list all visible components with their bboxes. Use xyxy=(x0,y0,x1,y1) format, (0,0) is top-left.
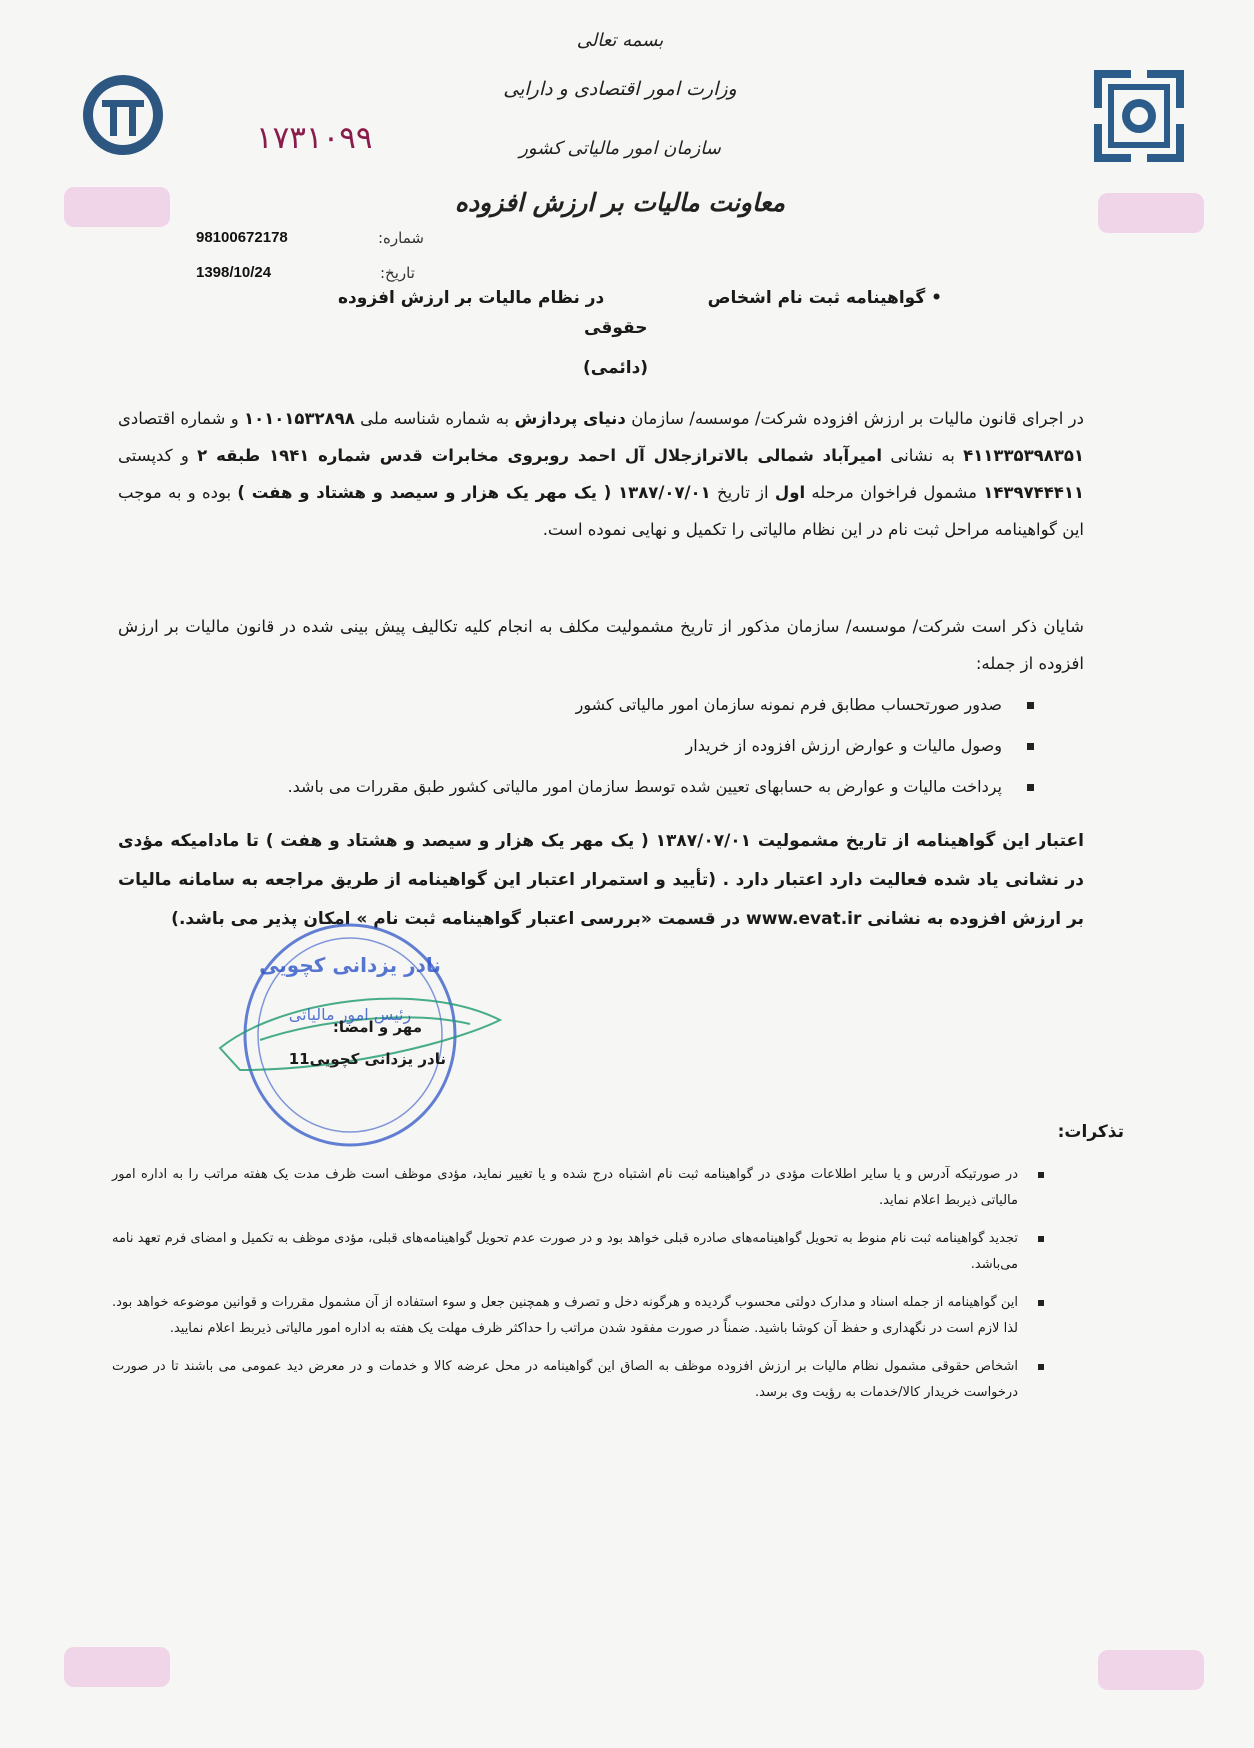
date-value: 1398/10/24 xyxy=(196,264,272,281)
list-item: وصول مالیات و عوارض ارزش افزوده از خریدار xyxy=(180,735,1040,776)
obligations-list xyxy=(180,694,1040,817)
number-value: 98100672178 xyxy=(196,229,288,246)
list-item: پرداخت مالیات و عوارض به حسابهای تعیین شده توسط سازمان امور مالیاتی کشور طبق مقررات می باشد. xyxy=(180,776,1040,817)
certificate-title-system: در نظام مالیات بر ارزش افزوده xyxy=(338,288,605,308)
list-item: صدور صورتحساب مطابق فرم نمونه سازمان امور مالیاتی کشور xyxy=(180,694,1040,735)
obligations-paragraph: شایان ذکر است شرکت/ موسسه/ سازمان مذکور از تاریخ مشمولیت مکلف به انجام کلیه تکالیف پیش بینی شده در قانون مالیات بر ارزش افزوده از جمله: xyxy=(118,617,1084,673)
notes-list xyxy=(112,1162,1048,1418)
bismillah: بسمه تعالی xyxy=(576,30,664,51)
stamp-title-text: رئیس امور مالیاتی xyxy=(288,1005,412,1024)
certificate-title: • گواهینامه ثبت نام اشخاص xyxy=(707,288,942,308)
national-id: ۱۰۱۰۱۵۳۲۸۹۸ xyxy=(244,409,355,428)
list-item: تجدید گواهینامه ثبت نام منوط به تحویل گواهینامه‌های صادره قبلی خواهد بود و در صورت عدم تحویل گواهینامه‌های قبلی، مؤدی موظف به تکمیل و امضای فرم تعهد نامه می‌باشد. xyxy=(112,1226,1048,1278)
pink-marker xyxy=(64,1647,170,1687)
ministry-name: وزارت امور اقتصادی و دارایی xyxy=(503,78,737,100)
stage: اول xyxy=(774,483,806,502)
signer-name: نادر یزدانی کچویی11 xyxy=(288,1050,446,1068)
economic-number: ۴۱۱۳۳۵۳۹۸۳۵۱ xyxy=(963,446,1085,465)
signature-label: مهر و امضا: xyxy=(332,1018,422,1036)
deputy-name: معاونت مالیات بر ارزش افزوده xyxy=(454,188,786,217)
postal-code: ۱۴۳۹۷۴۴۴۱۱ xyxy=(983,483,1084,502)
validity-paragraph: اعتبار این گواهینامه از تاریخ مشمولیت ۱۳۸۷/۰۷/۰۱ ( یک مهر یک هزار و سیصد و هشتاد و هفت ) تا مادامیکه مؤدی در نشانی یاد شده فعالیت دارد اعتبار دارد . (تأیید و استمرار اعتبار این گواهینامه از طریق مراجعه به سامانه مالیات بر ارزش افزوده به نشانی www.evat.ir در قسمت «بررسی اعتبار گواهینامه ثبت نام » امکان پذیر می باشد.) xyxy=(118,831,1084,929)
vat-logo-icon xyxy=(80,72,166,158)
company-name: دنیای پردازش xyxy=(514,409,626,428)
list-item: اشخاص حقوقی مشمول نظام مالیات بر ارزش افزوده موظف به الصاق این گواهینامه در محل عرضه کالا و خدمات و در معرض دید عمومی می باشند تا در صورت درخواست خریدار کالا/خدمات به رؤیت وی برسد. xyxy=(112,1354,1048,1406)
tax-organization-logo-icon xyxy=(1092,68,1186,164)
date-label: تاریخ: xyxy=(380,264,415,282)
pink-marker xyxy=(1098,193,1204,233)
list-item: این گواهینامه از جمله اسناد و مدارک دولتی محسوب گردیده و هرگونه دخل و تصرف و همچنین جعل و سوء استفاده از آن مشمول مقررات و قوانین موضوعه خواهد بود. لذا لازم است در نگهداری و حفظ آن کوشا باشید. ضمناً در صورت مفقود شدن مراتب را حداکثر ظرف مهلت یک هفته به اداره امور مالیاتی ذیربط اعلام نمایید. xyxy=(112,1290,1048,1342)
certificate-validity-type: (دائمی) xyxy=(583,358,649,378)
notes-title: تذکرات: xyxy=(1057,1122,1124,1142)
start-date: ۱۳۸۷/۰۷/۰۱ ( یک مهر یک هزار و سیصد و هشتاد و هفت ) xyxy=(237,483,711,502)
number-label: شماره: xyxy=(378,229,424,247)
main-paragraph: در اجرای قانون مالیات بر ارزش افزوده شرکت/ موسسه/ سازمان دنیای پردازش به شماره شناسه ملی ۱۰۱۰۱۵۳۲۸۹۸ و شماره اقتصادی ۴۱۱۳۳۵۳۹۸۳۵۱ به نشانی امیرآباد شمالی بالاترازجلال آل احمد روبروی مخابرات قدس شماره ۱۹۴۱ طبقه ۲ و کدپستی ۱۴۳۹۷۴۴۴۱۱ مشمول فراخوان مرحله اول از تاریخ ۱۳۸۷/۰۷/۰۱ ( یک مهر یک هزار و سیصد و هشتاد و هفت ) بوده و به موجب این گواهینامه مراحل ثبت نام در این نظام مالیاتی را تکمیل و نهایی نموده است. xyxy=(118,409,1085,539)
serial-number: ۱۷۳۱۰۹۹ xyxy=(256,120,373,156)
address: امیرآباد شمالی بالاترازجلال آل احمد روبروی مخابرات قدس شماره ۱۹۴۱ طبقه ۲ xyxy=(197,446,883,465)
pink-marker xyxy=(1098,1650,1204,1690)
entity-type: حقوقی xyxy=(584,318,648,338)
organization-name: سازمان امور مالیاتی کشور xyxy=(519,138,721,159)
stamp-name-text: نادر یزدانی کچویی xyxy=(259,953,441,977)
list-item: در صورتیکه آدرس و یا سایر اطلاعات مؤدی در گواهینامه ثبت نام اشتباه درج شده و یا تغییر نماید، مؤدی موظف است ظرف مدت یک هفته مراتب را به اداره امور مالیاتی ذیربط اعلام نماید. xyxy=(112,1162,1048,1214)
pink-marker xyxy=(64,187,170,227)
